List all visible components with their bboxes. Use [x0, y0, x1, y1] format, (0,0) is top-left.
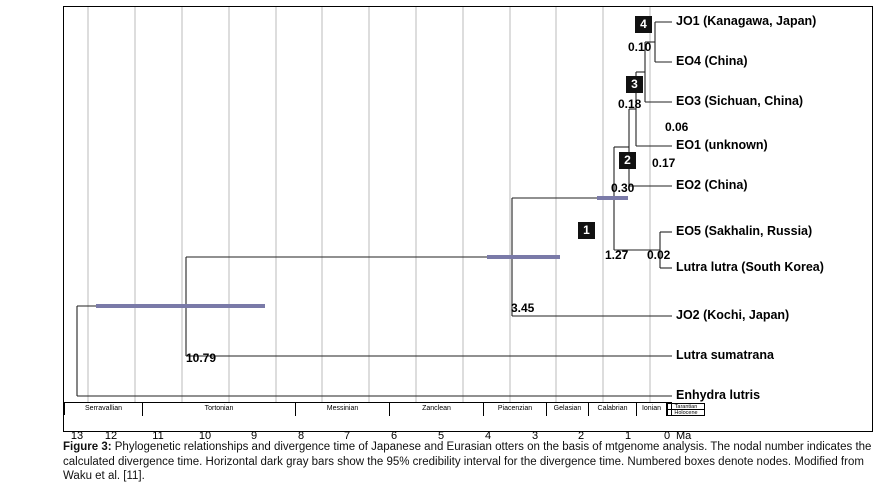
- tip-label-eo5: EO5 (Sakhalin, Russia): [676, 224, 813, 238]
- axis-tick-4: 4: [484, 430, 492, 442]
- figure-caption-text: Phylogenetic relationships and divergence time of Japanese and Eurasian otters on the basis of mtgenome analysis. The nodal number indicates the calculated divergence time. Horizontal dark gray bars show the 95% credibility interval for the divergence time. Numbered boxes denote nodes. Modified from Waku et al. [11].: [63, 441, 872, 482]
- axis-tick-11: 11: [152, 430, 164, 442]
- credibility-interval-bars: [96, 198, 628, 306]
- epoch-piacenzian: Piacenzian: [484, 403, 547, 416]
- tip-label-lutra-sumatrana: Lutra sumatrana: [676, 348, 774, 362]
- epoch-gelasian: Gelasian: [547, 403, 589, 416]
- epoch-tarantian: Tarantian: [667, 403, 705, 410]
- divergence-time-10.79: 10.79: [186, 351, 217, 365]
- axis-unit-label: Ma: [676, 430, 692, 442]
- divergence-time-0.10: 0.10: [628, 40, 652, 54]
- axis-tick-13: 13: [70, 430, 84, 442]
- axis-tick-5: 5: [437, 430, 445, 442]
- epoch-zanclean: Zanclean: [390, 403, 484, 416]
- epoch-holocene: Holocene: [667, 409, 705, 416]
- divergence-time-0.30: 0.30: [611, 181, 635, 195]
- figure-caption-label: Figure 3:: [63, 441, 112, 453]
- figure-caption: [63, 440, 875, 484]
- divergence-time-0.17: 0.17: [652, 156, 676, 170]
- node-box-3: 3: [626, 76, 643, 93]
- epoch-serravallian: Serravallian: [65, 403, 143, 416]
- axis-tick-3: 3: [531, 430, 539, 442]
- axis-tick-1: 1: [624, 430, 632, 442]
- divergence-time-1.27: 1.27: [605, 248, 629, 262]
- tip-label-eo3: EO3 (Sichuan, China): [676, 94, 804, 108]
- axis-tick-9: 9: [250, 430, 258, 442]
- axis-tick-6: 6: [390, 430, 398, 442]
- divergence-time-0.02: 0.02: [647, 248, 671, 262]
- node-box-4: 4: [635, 16, 652, 33]
- tip-label-eo2: EO2 (China): [676, 178, 748, 192]
- epoch-ionian: Ionian: [637, 403, 667, 416]
- node-box-1: 1: [578, 222, 595, 239]
- gridlines: [88, 7, 650, 402]
- axis-tick-7: 7: [343, 430, 351, 442]
- axis-tick-10: 10: [198, 430, 212, 442]
- tip-label-lutra-lutra: Lutra lutra (South Korea): [676, 260, 824, 274]
- epoch-messinian: Messinian: [296, 403, 390, 416]
- epoch-axis-band: [64, 402, 698, 416]
- divergence-time-3.45: 3.45: [511, 301, 535, 315]
- axis-tick-12: 12: [104, 430, 118, 442]
- axis-tick-8: 8: [297, 430, 305, 442]
- epoch-calabrian: Calabrian: [589, 403, 637, 416]
- divergence-time-0.18: 0.18: [618, 97, 642, 111]
- tip-label-enhydra-lutris: Enhydra lutris: [676, 388, 761, 402]
- epoch-tortonian: Tortonian: [143, 403, 296, 416]
- axis-tick-2: 2: [577, 430, 585, 442]
- axis-tick-0: 0: [663, 430, 671, 442]
- tree-branches: [77, 22, 672, 396]
- tip-label-eo1: EO1 (unknown): [676, 138, 768, 152]
- node-box-2: 2: [619, 152, 636, 169]
- tip-label-jo2: JO2 (Kochi, Japan): [676, 308, 790, 322]
- tip-label-eo4: EO4 (China): [676, 54, 748, 68]
- tip-label-jo1: JO1 (Kanagawa, Japan): [676, 14, 817, 28]
- divergence-time-0.06: 0.06: [665, 120, 689, 134]
